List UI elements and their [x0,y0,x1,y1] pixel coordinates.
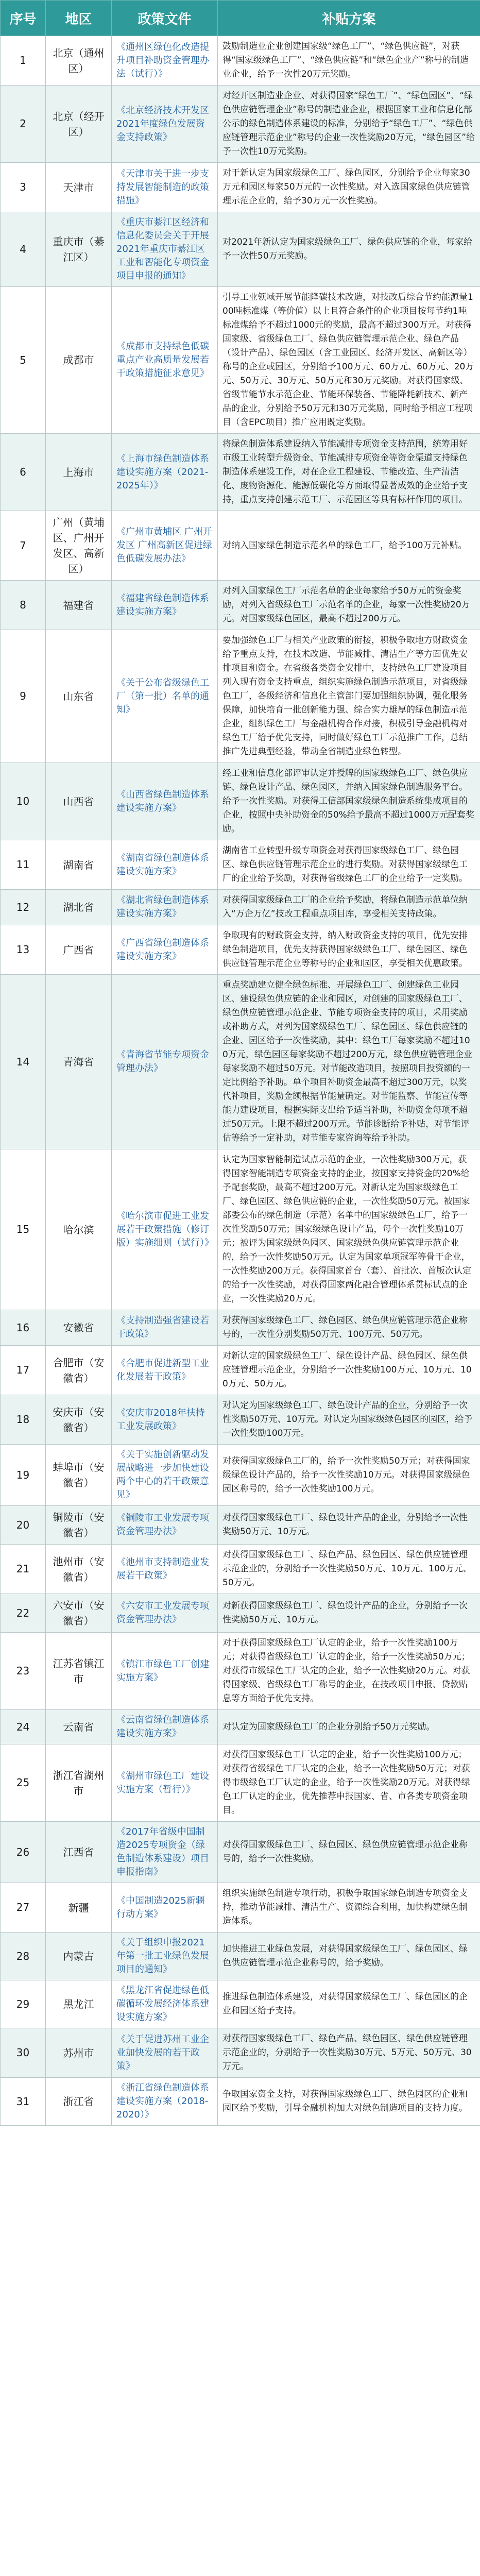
row-number: 24 [1,1710,46,1744]
row-number: 21 [1,1545,46,1594]
row-number: 19 [1,1445,46,1506]
table-row [1,1633,480,1710]
row-policy-document: 《关于组织申报2021年第一批工业绿色发展项目的通知》 [112,1933,218,1980]
row-region: 重庆市（綦江区） [46,212,112,287]
row-region: 北京（经开区） [46,86,112,163]
row-number: 31 [1,2078,46,2126]
row-subsidy-plan: 对列入国家绿色工厂示范名单的企业每家给予50万元的资金奖励，对列入省级绿色工厂示范名单的企业，每家一次性奖励20万元。对国家级绿色园区，最高不超过200万元。 [218,581,480,630]
row-policy-document: 《浙江省绿色制造体系建设实施方案（2018-2020）》 [112,2078,218,2126]
row-policy-document: 《支持制造强省建设若干政策》 [112,1310,218,1346]
table-row [1,630,480,763]
row-region: 广州（黄埔区、广州开发区、高新区） [46,511,112,581]
row-policy-document: 《哈尔滨市促进工业发展若干政策措施（修订版）实施细则（试行）》 [112,1149,218,1310]
table-row [1,212,480,287]
row-region: 山东省 [46,630,112,763]
table-row [1,890,480,925]
row-number: 4 [1,212,46,287]
table-row [1,1545,480,1594]
table-row [1,1744,480,1822]
table-header-row [1,1,480,36]
row-subsidy-plan: 对获得国家级绿色工厂、绿色园区、绿色供应链管理示范企业称号的，一次性分别奖励50万元、100万元、50万元。 [218,1310,480,1346]
row-policy-document: 《湖南省绿色制造体系建设实施方案》 [112,840,218,890]
row-policy-document: 《2017年省级中国制造2025专项资金（绿色制造体系建设）项目申报指南》 [112,1822,218,1883]
table-row [1,511,480,581]
row-policy-document: 《青海省节能专项资金管理办法》 [112,975,218,1149]
row-subsidy-plan: 鼓励制造业企业创建国家级“绿色工厂”、“绿色供应链”，对获得“国家级绿色工厂”、“绿色供应链”和“绿色企业产”称号的制造业企业，给予一次性20万元奖励。 [218,36,480,86]
table-row [1,434,480,511]
row-region: 上海市 [46,434,112,511]
header-subsidy: 补贴方案 [218,1,480,36]
row-number: 6 [1,434,46,511]
row-subsidy-plan: 要加强绿色工厂与相关产业政策的衔接，积极争取地方财政资金给予重点支持，在技术改造、节能减排、清洁生产等方面优先安排项目和资金。在省级各类资金安排中，支持绿色工厂建设项目列入现有资金支持重点，组织实施绿色制造示范项目，对省级绿色工厂，各级经济和信息化主管部门要加强组织协调，强化服务保障，加快培育一批创新能力强、综合实力雄厚的绿色制造示范企业，组织绿色工厂与金融机构合作对接，积极引导金融机构对绿色工厂给予优先支持，同时做好绿色工厂示范推广工作，总结推广先进典型经验，带动全省制造业绿色转型。 [218,630,480,763]
table-row [1,1822,480,1883]
table-row [1,1710,480,1744]
row-region: 湖南省 [46,840,112,890]
row-region: 蚌埠市（安徽省） [46,1445,112,1506]
row-policy-document: 《铜陵市工业发展专项资金管理办法》 [112,1506,218,1545]
table-row [1,1506,480,1545]
table-row [1,86,480,163]
row-region: 新疆 [46,1883,112,1933]
table-row [1,163,480,212]
row-region: 黑龙江 [46,1980,112,2028]
row-policy-document: 《湖州市绿色工厂建设实施方案（暂行）》 [112,1744,218,1822]
row-subsidy-plan: 对纳入国家绿色制造示范名单的绿色工厂，给予100万元补贴。 [218,511,480,581]
row-policy-document: 《广州市黄埔区 广州开发区 广州高新区促进绿色低碳发展办法》 [112,511,218,581]
table-row [1,1445,480,1506]
row-subsidy-plan: 对获得国家级绿色工厂认定的企业，给予一次性奖励100万元；对获得省级绿色工厂认定的企业，给予一次性奖励50万元；对获得市级绿色工厂认定的企业，给予一次性奖励20万元。对获得绿色工厂认定的企业，优先推荐申报国家、省、市各类专项资金项目。 [218,1744,480,1822]
row-number: 22 [1,1594,46,1633]
row-number: 25 [1,1744,46,1822]
row-number: 8 [1,581,46,630]
row-region: 广西省 [46,925,112,975]
row-policy-document: 《重庆市綦江区经济和信息化委员会关于开展2021年重庆市綦江区工业和智能化专项资金项目申报的通知》 [112,212,218,287]
row-policy-document: 《通州区绿色化改造提升项目补助资金管理办法（试行）》 [112,36,218,86]
row-number: 18 [1,1395,46,1445]
table-row [1,1980,480,2028]
row-subsidy-plan: 对新认定的国家级绿色工厂、绿色设计产品、绿色园区、绿色供应链管理示范企业，分别给予一次性奖励100万元、10万元、100万元、50万元。 [218,1346,480,1395]
row-number: 7 [1,511,46,581]
row-subsidy-plan: 对新获得国家级绿色工厂、绿色设计产品的企业，分别给予一次性奖励50万元、10万元。 [218,1594,480,1633]
row-number: 27 [1,1883,46,1933]
row-policy-document: 《安庆市2018年扶持工业发展政策》 [112,1395,218,1445]
row-subsidy-plan: 加快推进工业绿色发展，对获得国家级绿色工厂、绿色园区、绿色供应链管理示范企业称号的，给予奖励。 [218,1933,480,1980]
row-policy-document: 《北京经济技术开发区2021年度绿色发展资金支持政策》 [112,86,218,163]
table-row [1,763,480,840]
row-region: 苏州市 [46,2028,112,2078]
row-subsidy-plan: 经工业和信息化部评审认定并授牌的国家级绿色工厂、绿色供应链、绿色设计产品、绿色园区，并纳入国家绿色制造服务平台。给予一次性奖励。对获得工信部国家级绿色制造系统集成项目的企业，按照中央补助资金的50%给予最高不超过1000万元配套奖励。 [218,763,480,840]
row-subsidy-plan: 对认定为国家级绿色工厂、绿色设计产品的企业，分别给予一次性奖励50万元、10万元。对认定为国家级绿色园区的园区，给予一次性奖励100万元。 [218,1395,480,1445]
row-region: 哈尔滨 [46,1149,112,1310]
row-subsidy-plan: 对于获得国家级绿色工厂认定的企业，给予一次性奖励100万元；对获得省级绿色工厂认定的企业，给予一次性奖励50万元；对获得市级绿色工厂认定的企业，给予一次性奖励20万元。对获得国家级、省级绿色工厂称号的企业，在技改项目申报、贷款贴息等方面给予优先支持。 [218,1633,480,1710]
row-policy-document: 《镇江市绿色工厂创建实施方案》 [112,1633,218,1710]
table-row [1,1346,480,1395]
row-policy-document: 《关于公布省级绿色工厂（第一批）名单的通知》 [112,630,218,763]
row-policy-document: 《天津市关于进一步支持发展智能制造的政策措施》 [112,163,218,212]
row-policy-document: 《黑龙江省促进绿色低碳循环发展经济体系建设实施方案》 [112,1980,218,2028]
table-row [1,2078,480,2126]
row-region: 青海省 [46,975,112,1149]
row-number: 16 [1,1310,46,1346]
row-policy-document: 《合肥市促进新型工业化发展若干政策》 [112,1346,218,1395]
row-number: 10 [1,763,46,840]
row-subsidy-plan: 对获得国家级绿色工厂、绿色产品、绿色园区、绿色供应链管理示范企业的，分别给予一次性奖励50万元、10万元、100万元、50万元。 [218,1545,480,1594]
row-policy-document: 《云南省绿色制造体系建设实施方案》 [112,1710,218,1744]
row-number: 14 [1,975,46,1149]
row-subsidy-plan: 对获得国家级绿色工厂、绿色产品、绿色园区、绿色供应链管理示范企业的，分别给予一次性奖励30万元、5万元、50万元、30万元。 [218,2028,480,2078]
row-policy-document: 《中国制造2025新疆行动方案》 [112,1883,218,1933]
row-subsidy-plan: 湖南省工业转型升级专项资金对获得国家级绿色工厂、绿色园区、绿色供应链管理示范企业的进行奖励。对获得国家级绿色工厂的企业给予奖励，对获得省级绿色工厂的企业给予一定奖励。 [218,840,480,890]
row-subsidy-plan: 对认定为国家级绿色工厂的企业分别给予50万元奖励。 [218,1710,480,1744]
row-policy-document: 《福建省绿色制造体系建设实施方案》 [112,581,218,630]
row-policy-document: 《山西省绿色制造体系建设实施方案》 [112,763,218,840]
row-region: 天津市 [46,163,112,212]
row-policy-document: 《成都市支持绿色低碳重点产业高质量发展若干政策措施征求意见》 [112,287,218,434]
row-policy-document: 《六安市工业发展专项资金管理办法》 [112,1594,218,1633]
row-region: 铜陵市（安徽省） [46,1506,112,1545]
row-region: 北京（通州区） [46,36,112,86]
table-row [1,1594,480,1633]
table-row [1,975,480,1149]
row-region: 江西省 [46,1822,112,1883]
table-row [1,36,480,86]
row-region: 福建省 [46,581,112,630]
table-row [1,925,480,975]
row-region: 合肥市（安徽省） [46,1346,112,1395]
row-subsidy-plan: 认定为国家智能制造试点示范的企业，一次性奖励300万元，获得国家智能制造专项资金支持的企业，按国家支持资金的20%给予配套奖励，最高不超过200万元。对新认定为国家级绿色工厂、绿色园区、绿色供应链的企业，一次性奖励50万元。被国家部委公布的绿色制造（示范）名单中的国家级绿色工厂，给予一次性奖励50万元；国家级绿色设计产品，每个一次性奖励10万元；被评为国家级绿色园区、国家级绿色供应链管理示范企业的，给予一次性奖励50万元。认定为国家单项冠军等骨干企业，一次性奖励200万元。获得国家首台（套）、首批次、首版次认定的给予一次性奖励，对获得国家两化融合管理体系贯标试点的企业，一次性奖励20万元。 [218,1149,480,1310]
row-number: 23 [1,1633,46,1710]
table-row [1,840,480,890]
row-region: 安庆市（安徽省） [46,1395,112,1445]
row-region: 成都市 [46,287,112,434]
table-row [1,581,480,630]
row-number: 28 [1,1933,46,1980]
row-number: 1 [1,36,46,86]
row-number: 3 [1,163,46,212]
row-region: 安徽省 [46,1310,112,1346]
row-subsidy-plan: 组织实施绿色制造专项行动，积极争取国家绿色制造专项资金支持，推动节能减排、清洁生产、资源综合利用，加快构建绿色制造体系。 [218,1883,480,1933]
row-region: 池州市（安徽省） [46,1545,112,1594]
row-subsidy-plan: 推进绿色制造体系建设，对获得国家级绿色工厂、绿色园区的企业和园区给予支持。 [218,1980,480,2028]
header-region: 地区 [46,1,112,36]
table-row [1,2028,480,2078]
table-row [1,1883,480,1933]
row-region: 江苏省镇江市 [46,1633,112,1710]
row-subsidy-plan: 对获得国家级绿色工厂的企业给予奖励，将绿色制造示范单位纳入“万企万亿”技改工程重点项目库，享受相关支持政策。 [218,890,480,925]
row-subsidy-plan: 对获得国家级绿色工厂、绿色设计产品的企业，分别给予一次性奖励50万元、10万元。 [218,1506,480,1545]
row-number: 12 [1,890,46,925]
row-number: 13 [1,925,46,975]
row-subsidy-plan: 对2021年新认定为国家级绿色工厂、绿色供应链的企业，每家给予一次性50万元奖励。 [218,212,480,287]
header-policy: 政策文件 [112,1,218,36]
row-subsidy-plan: 对获得国家级绿色工厂的，给予一次性奖励50万元；对获得国家级绿色设计产品的，给予一次性奖励10万元。对获得国家级绿色园区称号的，给予一次性奖励100万元。 [218,1445,480,1506]
row-region: 浙江省湖州市 [46,1744,112,1822]
row-subsidy-plan: 对获得国家级绿色工厂、绿色园区、绿色供应链管理示范企业称号的，给予一次性奖励。 [218,1822,480,1883]
row-number: 15 [1,1149,46,1310]
table-row [1,1149,480,1310]
row-number: 26 [1,1822,46,1883]
row-policy-document: 《关于实施创新驱动发展战略进一步加快建设两个中心的若干政策意见》 [112,1445,218,1506]
row-policy-document: 《上海市绿色制造体系建设实施方案（2021-2025年）》 [112,434,218,511]
row-number: 29 [1,1980,46,2028]
row-policy-document: 《湖北省绿色制造体系建设实施方案》 [112,890,218,925]
row-number: 30 [1,2028,46,2078]
row-region: 云南省 [46,1710,112,1744]
row-number: 17 [1,1346,46,1395]
row-subsidy-plan: 将绿色制造体系建设纳入节能减排专项资金支持范围，统筹用好市级工业转型升级资金、节能减排专项资金等资金渠道支持绿色制造体系建设工作，对在企业工程建设、节能改造、生产清洁化、废物资源化、能源低碳化等方面取得显著成效的企业给予支持，重点支持创建示范工厂、示范园区等具有标杆作用的项目。 [218,434,480,511]
header-no: 序号 [1,1,46,36]
row-subsidy-plan: 争取国家资金支持，对获得国家级绿色工厂、绿色园区的企业和园区给予奖励，引导金融机构加大对绿色制造项目的支持力度。 [218,2078,480,2126]
row-policy-document: 《关于促进苏州工业企业加快发展的若干政策》 [112,2028,218,2078]
table-row [1,287,480,434]
row-subsidy-plan: 重点奖励建立健全绿色标准、开展绿色工厂、创建绿色工业园区、建设绿色供应链的企业和园区，对创建的国家级绿色工厂、绿色供应链管理示范企业、节能专项资金支持的项目，采用奖励或补助方式，对列为国家级绿色工厂、绿色园区、绿色供应链的企业、园区给予一次性奖励，其中：绿色工厂每家奖励不超过100万元，绿色园区每家奖励不超过200万元，绿色供应链管理企业每家奖励不超过50万元。对节能改造项目，按照项目投资额的一定比例给予补助。单个项目补助资金最高不超过300万元，以奖代补项目，奖励金额根据节能量确定。对节能监察、节能宣传等能力建设项目，根据实际支出给予适当补助，补助资金每项不超过50万元。上限不超过200万元。节能诊断给予补贴，对节能评估等给予一定补助，对节能专家咨询等给予补助。 [218,975,480,1149]
row-number: 9 [1,630,46,763]
row-region: 山西省 [46,763,112,840]
row-subsidy-plan: 争取现有的财政资金支持，纳入财政资金支持的项目，优先安排绿色制造项目，优先支持获得国家级绿色工厂、绿色园区、绿色供应链管理示范企业等称号的企业和园区，享受相关优惠政策。 [218,925,480,975]
row-region: 六安市（安徽省） [46,1594,112,1633]
table-row [1,1395,480,1445]
row-number: 11 [1,840,46,890]
row-policy-document: 《池州市支持制造业发展若干政策》 [112,1545,218,1594]
row-policy-document: 《广西省绿色制造体系建设实施方案》 [112,925,218,975]
row-region: 湖北省 [46,890,112,925]
row-number: 20 [1,1506,46,1545]
table-row [1,1933,480,1980]
row-number: 5 [1,287,46,434]
row-subsidy-plan: 对于新认定为国家级绿色工厂、绿色园区，分别给予企业每家30万元和园区每家50万元的一次性奖励。对入选国家绿色供应链管理示范企业的，给予30万元一次性奖励。 [218,163,480,212]
row-subsidy-plan: 引导工业领域开展节能降碳技术改造，对技改后综合节约能源量100吨标准煤（等价值）以上且符合条件的企业项目按每节约1吨标准煤给予不超过1000元的奖励，最高不超过300万元。对获得国家级、省级绿色工厂、绿色供应链管理示范企业、绿色产品（设计产品）、绿色园区（含工业园区、经济开发区、高新区等）称号的企业或园区，分别给予100万元、60万元、60万元、20万元、50万元、30万元、50万元和30万元奖励。对获得国家级、省级节能节水示范企业、节能环保装备、节能降耗新技术、新产品的企业，分别给予50万元和30万元奖励，同时给予相应工程项目（含EPC项目）推广应用既定奖励。 [218,287,480,434]
row-region: 内蒙古 [46,1933,112,1980]
row-region: 浙江省 [46,2078,112,2126]
row-number: 2 [1,86,46,163]
row-subsidy-plan: 对经开区制造业企业、对获得国家“绿色工厂”、“绿色园区”、“绿色供应链管理企业”称号的制造业企业，根据国家工业和信息化部公示的绿色制造体系建设的标准，分别给予“绿色工厂”、“绿色供应链管理示范企业”称号的企业一次性奖励20万元，“绿色园区”给予一次性10万元奖励。 [218,86,480,163]
table-body [1,36,480,2126]
table-row [1,1310,480,1346]
